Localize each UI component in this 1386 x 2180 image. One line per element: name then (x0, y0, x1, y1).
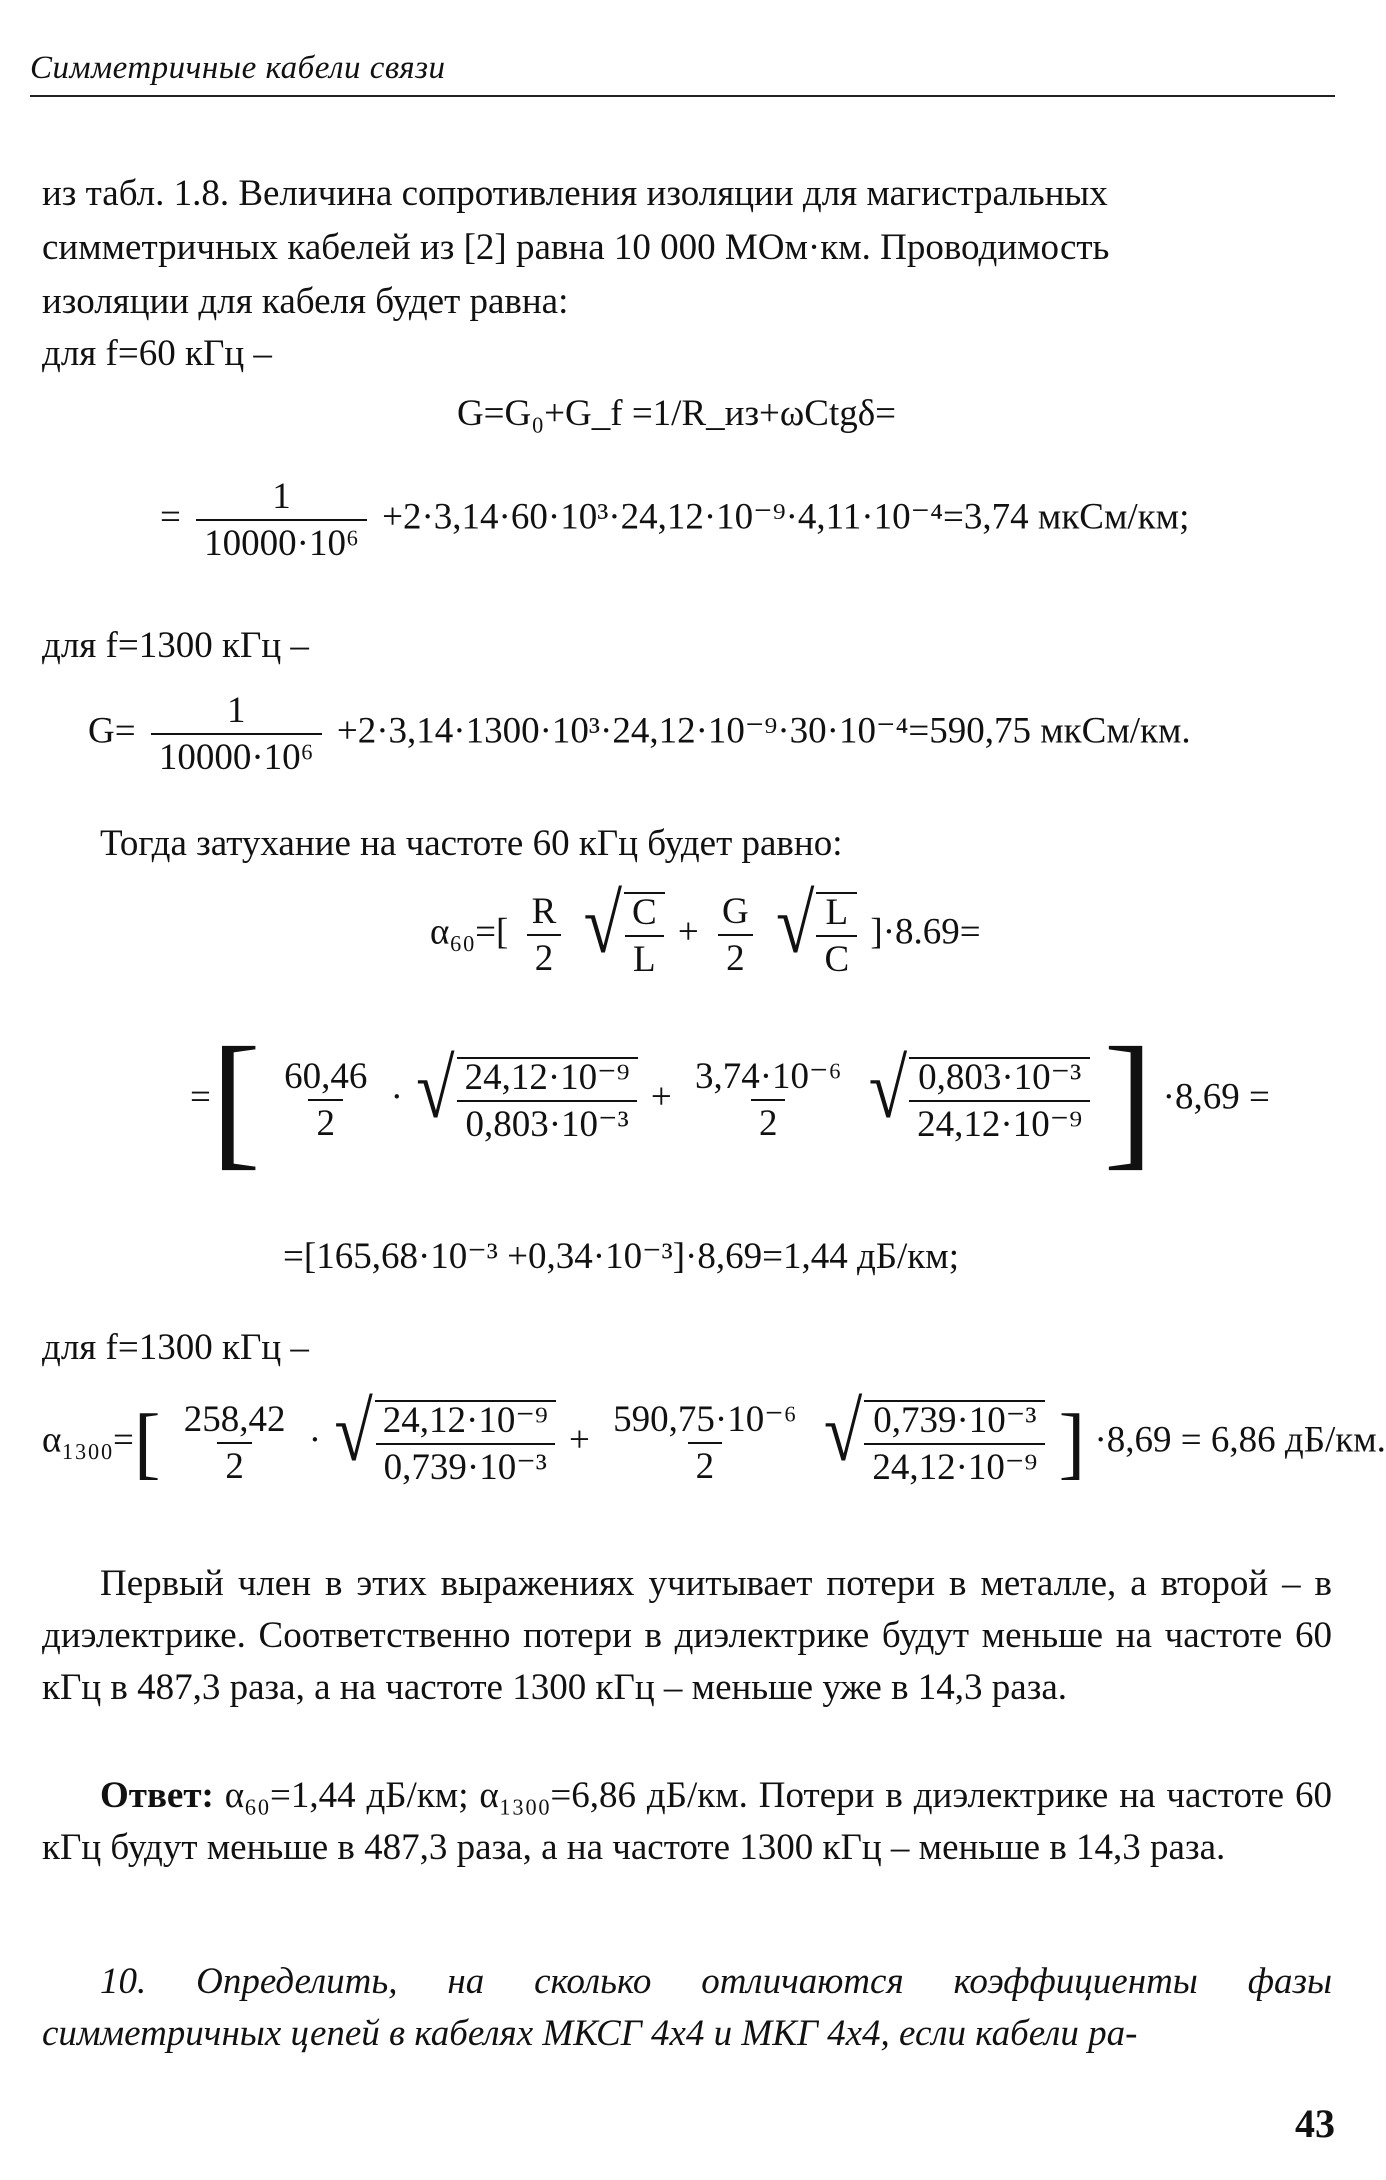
text-line: изоляции для кабеля будет равна: (42, 281, 569, 322)
text-line: для f=1300 кГц – (42, 625, 309, 666)
paragraph: Первый член в этих выражениях учитывает потери в металле, а второй – в диэлектрике. Соответственно потери в диэлектрике будут меньше на частоте 60 кГц в 487,3 раза, а на частоте 1300 кГц – меньше уже в 14,3 раза. (42, 1563, 1332, 1708)
g60-numerator: 1 (272, 476, 291, 517)
alpha1300-label: α₁₃₀₀= (42, 1419, 134, 1461)
g60-fraction (196, 478, 367, 562)
answer-paragraph (42, 1770, 1332, 1874)
eq3-sqrt-2: √ $\frac{\text{0,739·10⁻³}}{\text{24,12·10⁻⁹}}$ (824, 1400, 1045, 1486)
alpha60-result: =[165,68·10⁻³ +0,34·10⁻³]·8,69=1,44 дБ/км; (283, 1236, 959, 1277)
header-rule (30, 95, 1335, 97)
g1300-equation (88, 692, 1191, 776)
r-over-2: $\frac{R}{2}$ (524, 893, 565, 977)
g60-rest: +2·3,14·60·10³·24,12·10⁻⁹·4,11·10⁻⁴=3,74 мкСм/км; (382, 496, 1190, 538)
g60-prefix: = (160, 496, 181, 538)
eq1-frac-a: $\frac{60,46}{2}$ (284, 1056, 368, 1144)
g1300-rest: +2·3,14·1300·10³·24,12·10⁻⁹·30·10⁻⁴=590,75 мкСм/км. (336, 710, 1191, 752)
sqrt-l-over-c: √ $\frac{L}{C}$ (776, 892, 857, 978)
g1300-denominator: 10000·10⁶ (151, 733, 322, 776)
running-header: Симметричные кабели связи (30, 50, 446, 86)
eq3-sqrt-1: √ $\frac{\text{24,12·10⁻⁹}}{\text{0,739·10⁻³}}$ (334, 1400, 555, 1486)
g60-equation (160, 478, 1189, 562)
eq3-frac-b: $\frac{\text{590,75·10⁻⁶}}{2}$ (613, 1399, 797, 1487)
text-line: из табл. 1.8. Величина сопротивления изоляции для магистральных (42, 173, 1108, 214)
alpha1300-numeric: α₁₃₀₀=[ $\frac{258,42}{2}$ · √ $\frac{\text{24,12·10⁻⁹}}{\text{0,739·10⁻³}}$ + $\frac{\text{590,75·10⁻⁶}}{2}$ √ $\frac{\text{0,739·10⁻³}}{\text{24,12·10⁻⁹}}$ ] ·8,69 = 6,86 дБ/км. (42, 1386, 1386, 1488)
answer-label: Ответ: (100, 1775, 214, 1816)
alpha-formula: α₆₀=[ $\frac{R}{2}$ √ $\frac{C}{L}$ + $\frac{G}{2}$ √ $\frac{L}{C}$ ]·8.69= (430, 878, 981, 980)
g1300-prefix: G= (88, 710, 136, 752)
eq3-tail: ·8,69 = 6,86 дБ/км. (1094, 1419, 1386, 1461)
g-over-2: $\frac{G}{2}$ (714, 893, 757, 977)
eq1-sqrt-2: √ $\frac{\text{0,803·10⁻³}}{\text{24,12·10⁻⁹}}$ (869, 1057, 1090, 1143)
eq3-frac-a: $\frac{258,42}{2}$ (183, 1399, 286, 1487)
eq1-frac-b: $\frac{\text{3,74·10⁻⁶}}{2}$ (694, 1056, 842, 1144)
text-line: для f=60 кГц – (42, 333, 272, 374)
task-paragraph: 10. Определить, на сколько отличаются коэффициенты фазы симметричных цепей в кабелях МКСГ 4х4 и МКГ 4х4, если кабели ра- (42, 1961, 1332, 2054)
g1300-numerator: 1 (226, 690, 246, 731)
text-line: симметричных кабелей из [2] равна 10 000 МОм·км. Проводимость (42, 227, 1110, 268)
eq1-sqrt-1: √ $\frac{\text{24,12·10⁻⁹}}{\text{0,803·10⁻³}}$ (416, 1057, 637, 1143)
alpha60-tail: ]·8.69= (870, 911, 981, 953)
text-line: для f=1300 кГц – (42, 1327, 309, 1368)
page-number: 43 (1295, 2101, 1335, 2146)
alpha60-numeric: =[ $\frac{60,46}{2}$ · √ $\frac{\text{24,12·10⁻⁹}}{\text{0,803·10⁻³}}$ + $\frac{\text{3,74·10⁻⁶}}{2}$ √ $\frac{\text{0,803·10⁻³}}{\text{24,12·10⁻⁹}}$ ] ·8,69 = (190, 1017, 1270, 1183)
g60-denominator: 10000·10⁶ (196, 519, 367, 562)
g1300-fraction (151, 692, 322, 776)
eq1-tail: ·8,69 = (1162, 1076, 1270, 1118)
answer-text: α₆₀=1,44 дБ/км; α₁₃₀₀=6,86 дБ/км. Потери в диэлектрике на частоте 60 кГц будут меньше в 487,3 раза, а на частоте 1300 кГц – меньше в 14,3 раза. (42, 1775, 1332, 1868)
alpha60-label: α₆₀=[ (430, 911, 509, 953)
conductance-formula: G=G₀+G_f =1/R_из+ωCtgδ= (456, 393, 897, 434)
sqrt-c-over-l: √ $\frac{C}{L}$ (584, 892, 665, 978)
text-line: Тогда затухание на частоте 60 кГц будет равно: (100, 823, 843, 864)
